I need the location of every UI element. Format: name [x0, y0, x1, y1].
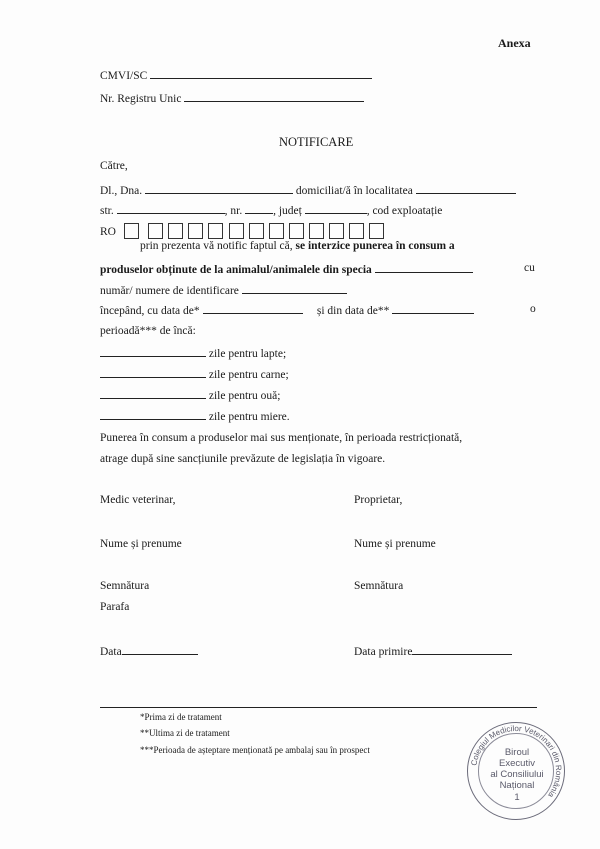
- street-label: str.: [100, 205, 114, 217]
- stamp-line-2: Executiv: [499, 758, 535, 769]
- code-box[interactable]: [269, 223, 284, 239]
- stamp-line-1: Biroul: [504, 747, 530, 758]
- period-row-eggs: [100, 388, 280, 402]
- species-label: produselor obținute de la animalul/animalele din specia: [100, 264, 372, 276]
- registry-input-line[interactable]: [184, 91, 364, 102]
- registry-label: Nr. Registru Unic: [100, 93, 182, 105]
- vet-signature-label: Semnătura: [100, 580, 150, 592]
- ro-label: RO: [100, 226, 116, 238]
- code-box[interactable]: [168, 223, 183, 239]
- page-title: NOTIFICARE: [279, 135, 354, 149]
- registry-field: [100, 91, 364, 105]
- vet-date-row: [100, 644, 198, 658]
- species-row: [100, 262, 473, 276]
- footnote-2: **Ultima zi de tratament: [140, 728, 230, 738]
- number-label: , nr.: [224, 205, 243, 217]
- name-input-line[interactable]: [145, 183, 293, 194]
- footnote-3: ***Perioada de așteptare menționată pe ambalaj sau în prospect: [140, 745, 370, 755]
- vet-stamp-label: Parafa: [100, 601, 130, 613]
- intro-line: [140, 240, 455, 252]
- owner-date-input-line[interactable]: [412, 644, 512, 655]
- period-row-meat: [100, 367, 289, 381]
- honey-days-label: zile pentru miere.: [208, 411, 290, 423]
- code-box[interactable]: [124, 223, 139, 239]
- owner-name-label: Nume și prenume: [354, 538, 436, 550]
- vet-date-input-line[interactable]: [122, 644, 198, 655]
- owner-date-label: Data primire: [354, 646, 413, 658]
- annex-label: Anexa: [498, 36, 531, 50]
- code-box[interactable]: [188, 223, 203, 239]
- code-box[interactable]: [208, 223, 223, 239]
- species-input-line[interactable]: [375, 262, 473, 273]
- stamp-line-3: al Consiliului: [490, 769, 544, 780]
- intro-bold: se interzice punerea în consum a: [295, 240, 455, 252]
- milk-days-input-line[interactable]: [100, 346, 206, 357]
- period-row-honey: [100, 409, 290, 423]
- eggs-days-label: zile pentru ouă;: [208, 390, 281, 402]
- locality-input-line[interactable]: [416, 183, 516, 194]
- identifiers-row: [100, 283, 347, 297]
- vet-role: Medic veterinar,: [100, 494, 176, 506]
- intro-normal: prin prezenta vă notific faptul că,: [140, 240, 293, 252]
- warning-line-1: Punerea în consum a produselor mai sus menționate, în perioada restricționată,: [100, 432, 463, 444]
- species-cu: cu: [524, 262, 535, 274]
- county-input-line[interactable]: [305, 203, 367, 214]
- start-date-label: începând, cu data de*: [100, 305, 200, 317]
- cmvi-label: CMVI/SC: [100, 70, 148, 82]
- dates-o: o: [530, 303, 536, 315]
- code-box[interactable]: [309, 223, 324, 239]
- end-date-label: și din data de**: [316, 305, 390, 317]
- identifiers-input-line[interactable]: [242, 283, 347, 294]
- county-label: , județ: [273, 205, 302, 217]
- recipient-to: Către,: [100, 160, 128, 172]
- address-row: [100, 203, 442, 217]
- cmvi-field: [100, 68, 372, 82]
- name-label: Dl., Dna.: [100, 185, 143, 197]
- code-box[interactable]: [349, 223, 364, 239]
- stamp-number: 1: [514, 792, 520, 803]
- vet-name-label: Nume și prenume: [100, 538, 182, 550]
- warning-line-2: atrage după sine sancțiunile prevăzute de legislația în vigoare.: [100, 453, 386, 465]
- exploitation-label: , cod exploatație: [366, 205, 443, 217]
- code-box[interactable]: [289, 223, 304, 239]
- period-label: perioadă*** de încă:: [100, 325, 196, 337]
- eggs-days-input-line[interactable]: [100, 388, 206, 399]
- dates-row: [100, 303, 474, 317]
- stamp-line-4: Național: [499, 780, 535, 791]
- code-box[interactable]: [329, 223, 344, 239]
- meat-days-input-line[interactable]: [100, 367, 206, 378]
- code-box[interactable]: [148, 223, 163, 239]
- code-box[interactable]: [249, 223, 264, 239]
- code-box[interactable]: [369, 223, 384, 239]
- owner-role: Proprietar,: [354, 494, 403, 506]
- owner-date-row: [354, 644, 512, 658]
- meat-days-label: zile pentru carne;: [208, 369, 289, 381]
- code-box[interactable]: [229, 223, 244, 239]
- recipient-name-row: [100, 183, 516, 197]
- owner-signature-label: Semnătura: [354, 580, 404, 592]
- cmvi-input-line[interactable]: [150, 68, 372, 79]
- footnote-1: *Prima zi de tratament: [140, 712, 222, 722]
- period-row-milk: [100, 346, 286, 360]
- street-input-line[interactable]: [117, 203, 225, 214]
- honey-days-input-line[interactable]: [100, 409, 206, 420]
- footnote-divider: [100, 707, 537, 708]
- start-date-input-line[interactable]: [203, 303, 303, 314]
- official-stamp: [467, 722, 565, 820]
- vet-date-label: Data: [100, 646, 122, 658]
- domicile-label: domiciliat/ă în localitatea: [295, 185, 413, 197]
- number-input-line[interactable]: [245, 203, 273, 214]
- stamp-ring-label: Colegiul Medicilor Veterinari din România: [468, 723, 563, 799]
- identifiers-label: număr/ numere de identificare: [100, 285, 239, 297]
- end-date-input-line[interactable]: [392, 303, 474, 314]
- milk-days-label: zile pentru lapte;: [208, 348, 287, 360]
